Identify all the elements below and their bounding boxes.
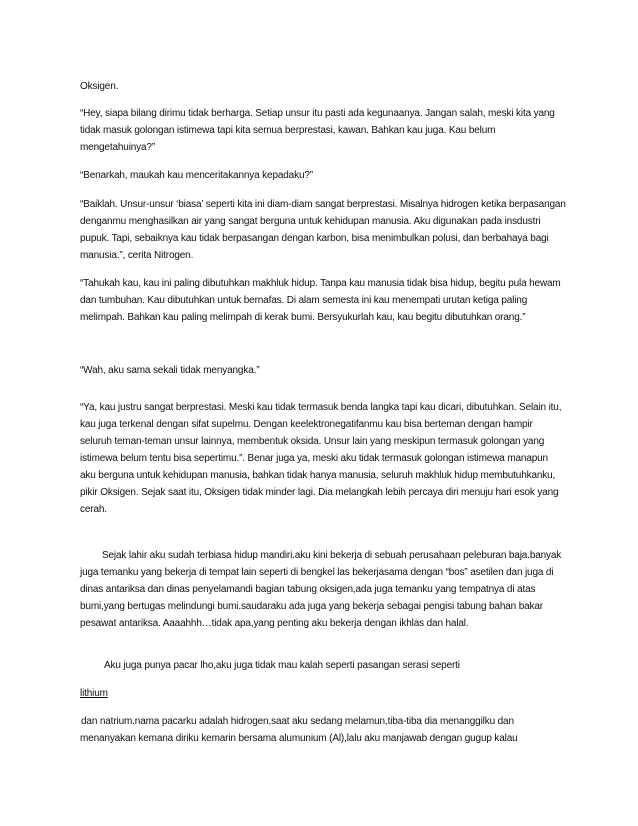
paragraph-1: “Hey, siapa bilang dirimu tidak berharga. Setiap unsur itu pasti ada kegunaanya. Jangan salah, meski kita yang tidak masuk golongan istimewa tapi kita semua berprestasi, kawan. Bahkan kau juga. Kau belum mengetahuinya?” [80,108,555,153]
paragraph-7: Sejak lahir aku sudah terbiasa hidup mandiri.aku kini bekerja di sebuah perusahaan peleburan baja.banyak juga temanku yang bekerja di tempat lain seperti di bengkel las bekerjasama dengan “bos” asetilen dan juga di dinas antariksa dan dinas penyelamandi bagian tabung oksigen,ada juga temanku yang tempatnya di atas bumi,yang bertugas melindungi bumi.saudaraku ada juga yang bekerja sebagai pengisi tabung bahan bakar pesawat antariksa. Aaaahhh…tidak apa,yang penting aku bekerja dengan ikhlas dan halal. [80,550,562,629]
paragraph-10: dan natrium.nama pacarku adalah hidrogen,saat aku sedang melamun,tiba-tiba dia menanggilku dan menanyakan kemana diriku kemarin bersama alumunium (Al),lalu aku manjawab dengan gugup kalau [80,716,518,744]
paragraph-4: “Tahukah kau, kau ini paling dibutuhkan makhluk hidup. Tanpa kau manusia tidak bisa hidup, begitu pula hewam dan tumbuhan. Kau dibutuhkan untuk bernafas. Di alam semesta ini kau menempati urutan ketiga paling melimpah. Bahkan kau paling melimpah di kerak bumi. Bersyukurlah kau, kau begitu dibutuhkan orang.” [80,278,561,323]
paragraph-3: “Baiklah. Unsur-unsur ‘biasa’ seperti kita ini diam-diam sangat berprestasi. Misalnya hidrogen ketika berpasangan denganmu menghasilkan air yang sangat berguna untuk kehidupan manusia. Aku digunakan pada insdustri pupuk. Tapi, sebaiknya kau tidak berpasangan dengan karbon, bisa menimbulkan polusi, dan berbahaya bagi manusia.”, cerita Nitrogen. [80,199,566,261]
paragraph-8: Aku juga punya pacar lho,aku juga tidak mau kalah seperti pasangan serasi seperti [104,660,460,671]
paragraph-2: “Benarkah, maukah kau menceritakannya kepadaku?” [80,170,313,181]
document-title: Oksigen. [80,81,119,92]
paragraph-6: “Ya, kau justru sangat berprestasi. Meski kau tidak termasuk benda langka tapi kau dicari, dibutuhkan. Selain itu, kau juga terkenal dengan sifat supelmu. Dengan keelektronegatifanmu kau bisa berteman dengan hampir seluruh teman-teman unsur lainnya, membentuk oksida. Unsur lain yang meskipun termasuk golongan yang istimewa belum tentu bisa sepertimu.”. Benar juga ya, meski aku tidak termasuk golongan istimewa manapun aku berguna untuk kehidupan manusia, bahkan tidak hanya manusia, seluruh makhluk hidup membutuhkanku, pikir Oksigen. Sejak saat itu, Oksigen tidak minder lagi. Dia melangkah lebih percaya diri menuju hari esok yang cerah. [80,402,562,515]
paragraph-5: “Wah, aku sama sekali tidak menyangka.” [80,365,260,376]
paragraph-9: lithium [80,688,108,699]
